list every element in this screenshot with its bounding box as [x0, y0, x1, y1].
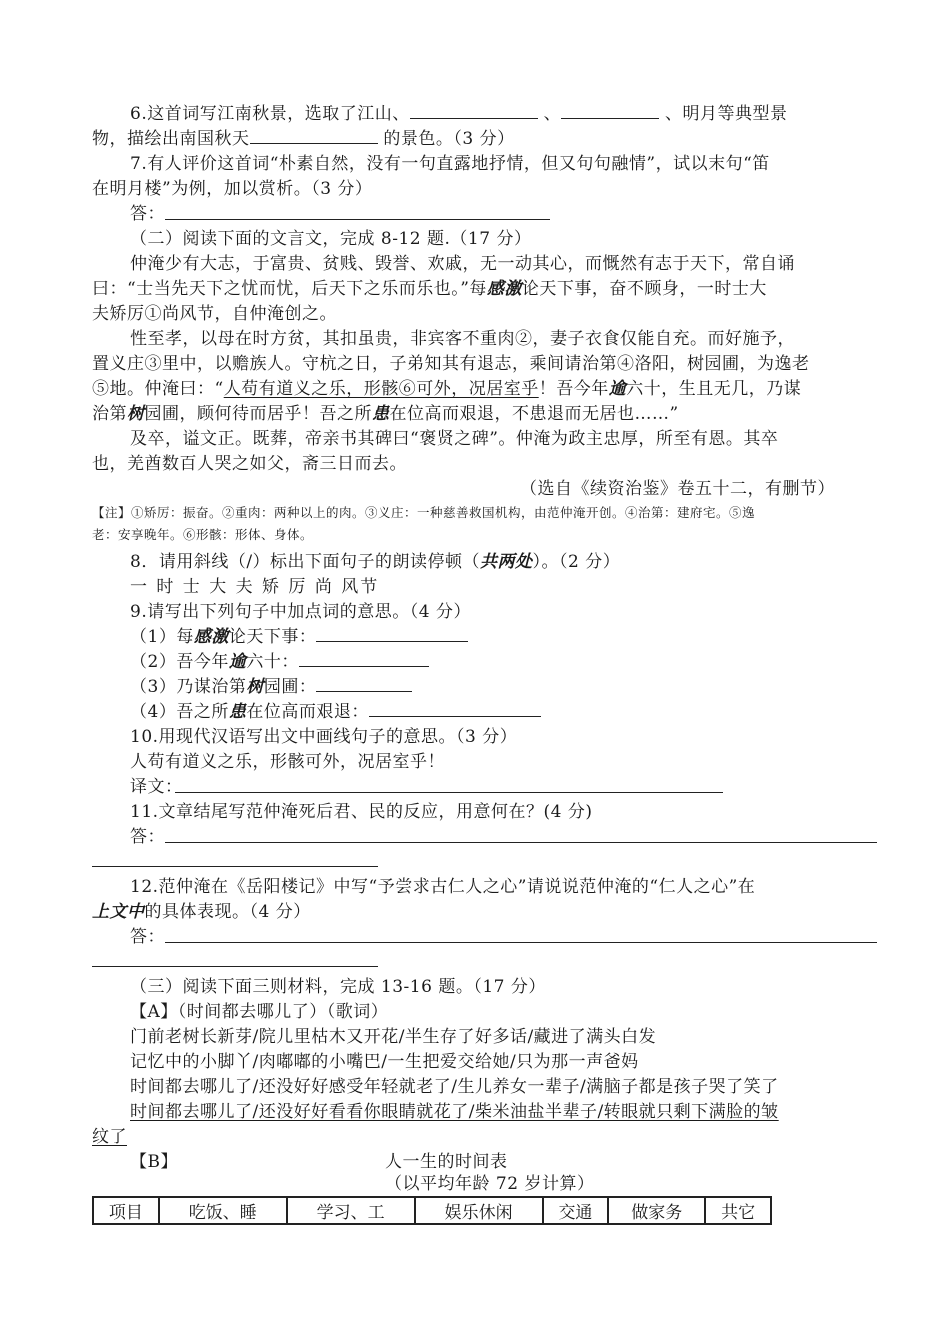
- question-9-item-3: [130, 675, 412, 699]
- question-7-answer-label: 答：: [130, 204, 165, 224]
- q6-text-a: 6.这首词写江南秋景，选取了江山、: [130, 104, 410, 124]
- p2-text-6: 在位高而艰退，不患退而无居也……”: [389, 404, 679, 424]
- passage-p2-line-3: [92, 377, 801, 401]
- passage-p3-line-2: 也，羌酋数百人哭之如父，斋三日而去。: [92, 454, 407, 474]
- q8-text: 8．请用斜线（/）标出下面句子的朗读停顿（: [130, 552, 481, 572]
- q12-answer-line-2[interactable]: [92, 966, 378, 967]
- question-8-sentence: 一 时 士 大 夫 矫 厉 尚 风节: [130, 577, 380, 597]
- q7-answer-line[interactable]: [165, 219, 550, 220]
- footnote-line-2: 老：安享晚年。⑥形骸：形体、身体。: [92, 527, 314, 542]
- question-6-line-1: [130, 102, 788, 126]
- q9-i4-text-2: 在位高而艰退：: [246, 702, 369, 722]
- question-11-stem: 11.文章结尾写范仲淹死后君、民的反应，用意何在？(4 分): [130, 802, 593, 822]
- underlined-sentence: 人苟有道义之乐，形骸⑥可外，况居室乎: [223, 379, 539, 399]
- lyric-line-4: 时间都去哪儿了/还没好好看看你眼睛就花了/柴米油盐半辈子/转眼就只剩下满脸的皱: [130, 1102, 779, 1122]
- question-12-answer-label: 答：: [130, 927, 165, 947]
- time-table: [92, 1196, 772, 1225]
- question-11-answer-label: 答：: [130, 827, 165, 847]
- q6-text-d: 物，描绘出南国秋天: [92, 129, 250, 149]
- q6-text-c: 、明月等典型景: [665, 104, 788, 124]
- question-10-sentence: 人苟有道义之乐，形骸可外，况居室乎！: [130, 752, 445, 772]
- material-a-label: 【A】（时间都去哪儿了）（歌词）: [130, 1002, 389, 1022]
- q8-emphasis: 共两处: [480, 552, 533, 572]
- passage-p2-line-1: 性至孝，以母在时方贫，其扣虽贵，非宾客不重肉②，妻子衣食仅能自充。而好施予，: [130, 329, 795, 349]
- passage-p1-line-2: [92, 277, 767, 301]
- q10-answer-line[interactable]: [175, 792, 723, 793]
- lyric-line-2: 记忆中的小脚丫/肉嘟嘟的小嘴巴/一生把爱交给她/只为那一声爸妈: [130, 1052, 639, 1072]
- passage-p2-line-2: 置义庄③里中，以赡族人。守杭之日，子弟知其有退志，乘间请治第④洛阳，树园圃，为逸老: [92, 354, 810, 374]
- passage-p1-line-3: 夫矫厉①尚风节，自仲淹创之。: [92, 304, 337, 324]
- q6-blank-2[interactable]: [561, 102, 659, 119]
- q12-text: 的具体表现。（4 分）: [144, 902, 311, 922]
- q9-i1-text: （1）每: [130, 627, 194, 647]
- passage-source: （选自《续资治鉴》卷五十二，有删节）: [520, 479, 835, 499]
- question-6-line-2: [92, 127, 515, 151]
- q9-i1-blank[interactable]: [316, 625, 468, 642]
- q6-text-e: 的景色。（3 分）: [383, 129, 515, 149]
- p1-text: 曰：“士当先天下之忧而忧，后天下之乐而乐也。”每: [92, 279, 487, 299]
- q9-i3-text: （3）乃谋治第: [130, 677, 247, 697]
- question-10-answer-label: 译文：: [130, 777, 183, 797]
- table-header-cell: 做家务: [608, 1197, 705, 1224]
- dotted-word-yu: 逾: [608, 379, 627, 399]
- question-12-line-2: [92, 900, 311, 924]
- question-7-line-1: 7.有人评价这首词“朴素自然，没有一句直露地抒情，但又句句融情”，试以末句“笛: [130, 154, 770, 174]
- lyric-line-1: 门前老树长新芽/院儿里枯木又开花/半生存了好多话/藏进了满头白发: [130, 1027, 657, 1047]
- section-2-heading: （二）阅读下面的文言文，完成 8-12 题.（17 分）: [130, 229, 532, 249]
- section-3-heading: （三）阅读下面三则材料，完成 13-16 题。（17 分）: [130, 977, 546, 997]
- question-12-line-1: 12.范仲淹在《岳阳楼记》中写“予尝求古仁人之心”请说说范仲淹的“仁人之心”在: [130, 877, 756, 897]
- lyric-line-5: 纹了: [92, 1127, 127, 1147]
- q6-blank-3[interactable]: [250, 127, 378, 144]
- question-7-line-2: 在明月楼”为例，加以赏析。（3 分）: [92, 179, 373, 199]
- q9-i4-text: （4）吾之所: [130, 702, 229, 722]
- q9-i2-word: 逾: [228, 652, 247, 672]
- table-row: [93, 1197, 771, 1224]
- question-10-stem: 10.用现代汉语写出文中画线句子的意思。（3 分）: [130, 727, 518, 747]
- table-header-cell: 娱乐休闲: [415, 1197, 543, 1224]
- p2-text-3: 六十，生且无几，乃谋: [626, 379, 802, 399]
- q9-i2-blank[interactable]: [299, 650, 429, 667]
- question-8-stem: [130, 550, 620, 574]
- table-header-cell: 项目: [93, 1197, 159, 1224]
- q9-i3-blank[interactable]: [316, 675, 412, 692]
- passage-p3-line-1: 及卒，谥文正。既葬，帝亲书其碑曰“褒贤之碑”。仲淹为政主忠厚，所至有恩。其卒: [130, 429, 779, 449]
- dotted-word-huan: 患: [372, 404, 390, 424]
- table-header-cell: 学习、工: [287, 1197, 415, 1224]
- q9-i2-text-2: 六十：: [246, 652, 299, 672]
- question-9-item-2: [130, 650, 429, 674]
- q12-answer-line-1[interactable]: [165, 942, 877, 943]
- footnote-line-1: 【注】①矫厉：振奋。②重肉：两种以上的肉。③义庄：一种慈善救国机构，由范仲淹开创。④治第：建府宅。⑤逸: [92, 505, 756, 520]
- q6-text-b: 、: [543, 104, 562, 124]
- q11-answer-line-1[interactable]: [165, 842, 877, 843]
- q9-i4-word: 患: [228, 702, 247, 722]
- table-header-cell: 吃饭、睡: [159, 1197, 287, 1224]
- passage-p2-line-4: [92, 402, 679, 426]
- p2-text-5: 园圃，顾何待而居乎！吾之所: [144, 404, 372, 424]
- q9-i2-text: （2）吾今年: [130, 652, 229, 672]
- q12-emphasis: 上文中: [92, 902, 145, 922]
- table-subtitle: （以平均年龄 72 岁计算）: [385, 1174, 595, 1194]
- table-title: 人一生的时间表: [385, 1152, 508, 1172]
- table-header-cell: 共它: [705, 1197, 771, 1224]
- p2-text: ⑤地。仲淹曰：“: [92, 379, 224, 399]
- q9-i4-blank[interactable]: [369, 700, 541, 717]
- q8-text-2: ）。（2 分）: [532, 552, 621, 572]
- q9-i3-text-2: 园圃：: [263, 677, 317, 697]
- q9-i3-word: 树: [246, 677, 264, 697]
- p2-text-4: 治第: [92, 404, 127, 424]
- q11-answer-line-2[interactable]: [92, 866, 378, 867]
- question-9-item-4: [130, 700, 541, 724]
- table-header-cell: 交通: [543, 1197, 609, 1224]
- question-9-stem: 9.请写出下列句子中加点词的意思。（4 分）: [130, 602, 471, 622]
- dotted-word-ganji: 感激: [486, 279, 522, 299]
- lyric-line-3: 时间都去哪儿了/还没好好感受年轻就老了/生儿养女一辈子/满脑子都是孩子哭了笑了: [130, 1077, 779, 1097]
- q6-blank-1[interactable]: [410, 102, 538, 119]
- dotted-word-shu: 树: [127, 404, 145, 424]
- passage-p1-line-1: 仲淹少有大志，于富贵、贫贱、毁誉、欢戚，无一动其心，而慨然有志于天下，常自诵: [130, 254, 795, 274]
- q9-i1-word: 感激: [193, 627, 229, 647]
- material-b-label: 【B】: [130, 1152, 178, 1172]
- p1-text-2: 论天下事，奋不顾身，一时士大: [521, 279, 767, 299]
- p2-text-2: ！吾今年: [538, 379, 609, 399]
- question-9-item-1: [130, 625, 468, 649]
- q9-i1-text-2: 论天下事：: [228, 627, 317, 647]
